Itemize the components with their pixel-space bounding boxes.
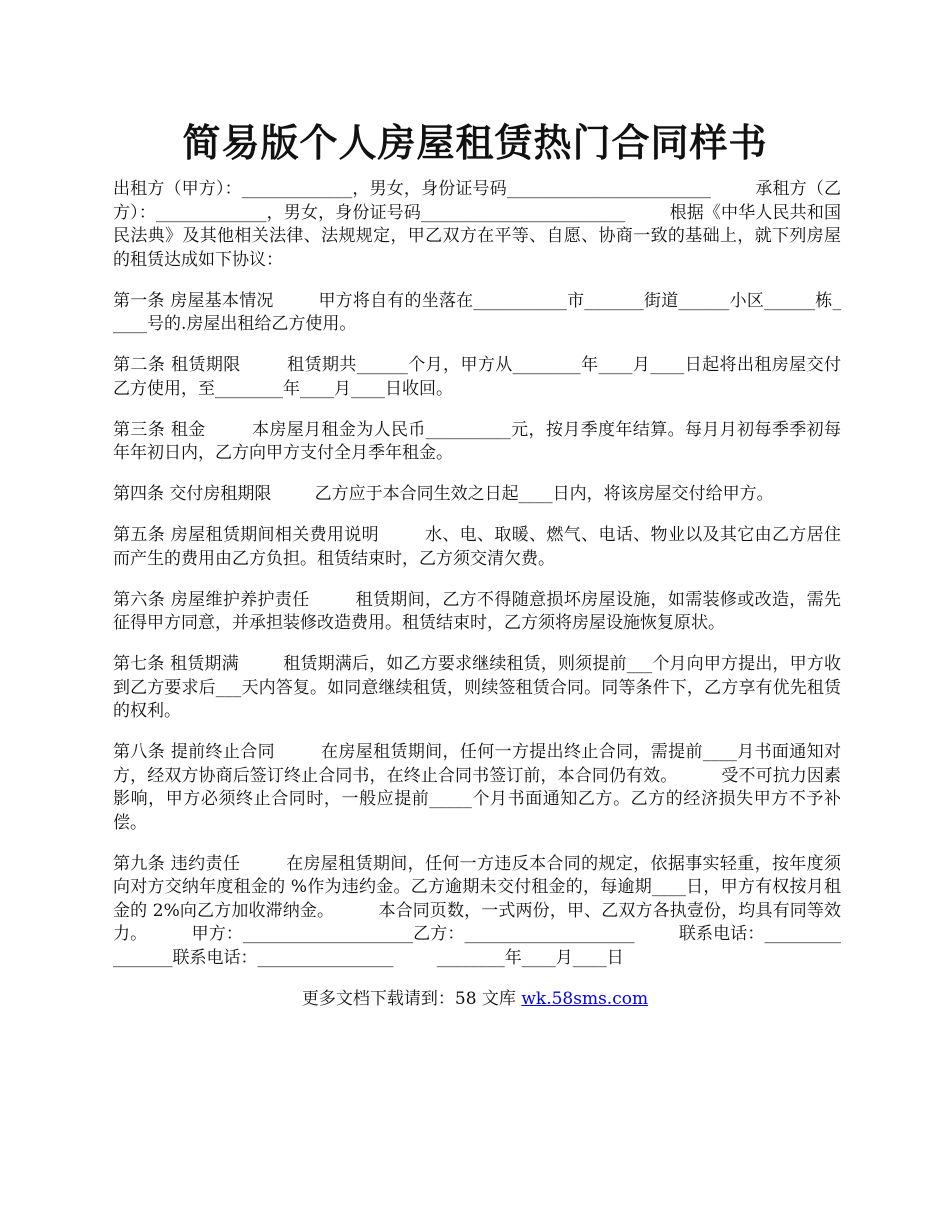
footer-link[interactable]: wk.58sms.com — [521, 989, 649, 1009]
paragraph-article-6: 第六条 房屋维护养护责任 租赁期间，乙方不得随意损坏房屋设施，如需装修或改造，需先征得甲方同意，并承担装修改造费用。租赁结束时，乙方须将房屋设施恢复原状。 — [113, 589, 841, 633]
paragraph-article-5: 第五条 房屋租赁期间相关费用说明 水、电、取暖、燃气、电话、物业以及其它由乙方居住而产生的费用由乙方负担。租赁结束时，乙方须交清欠费。 — [113, 525, 841, 569]
paragraph-article-3: 第三条 租金 本房屋月租金为人民币__________元，按月季度年结算。每月月初每季季初每年年初日内，乙方向甲方支付全月季年租金。 — [113, 419, 841, 463]
footer — [0, 988, 950, 1011]
footer-text: 更多文档下载请到：58 文库 — [301, 989, 522, 1009]
paragraph-article-4: 第四条 交付房租期限 乙方应于本合同生效之日起____日内，将该房屋交付给甲方。 — [113, 484, 774, 504]
paragraph-parties: 出租方（甲方）：_____________，男女，身份证号码________________________ 承租方（乙方）：_____________，男女，身份证号码________________________ 根据《中华人民共和国民法典》及其他相关法律、法规规定，甲乙双方在平等、自愿、协商一致的基础上，就下列房屋的租赁达成如下协议： — [113, 179, 841, 270]
paragraph-article-1: 第一条 房屋基本情况 甲方将自有的坐落在___________市_______街道______小区______栋_____号的.房屋出租给乙方使用。 — [113, 290, 841, 334]
contract-body — [113, 178, 841, 988]
paragraph-article-2: 第二条 租赁期限 租赁期共______个月，甲方从________年____月____日起将出租房屋交付乙方使用，至________年____月____日收回。 — [113, 355, 841, 399]
paragraph-article-8: 第八条 提前终止合同 在房屋租赁期间，任何一方提出终止合同，需提前____月书面通知对方，经双方协商后签订终止合同书，在终止合同书签订前，本合同仍有效。 受不可抗力因素影响，甲方必须终止合同时，一般应提前_____个月书面通知乙方。乙方的经济损失甲方不予补偿。 — [113, 742, 841, 833]
paragraph-article-7: 第七条 租赁期满 租赁期满后，如乙方要求继续租赁，则须提前___个月向甲方提出，甲方收到乙方要求后___天内答复。如同意继续租赁，则续签租赁合同。同等条件下，乙方享有优先租赁的权利。 — [113, 654, 841, 721]
document-title: 简易版个人房屋租赁热门合同样书 — [182, 120, 768, 165]
paragraph-article-9: 第九条 违约责任 在房屋租赁期间，任何一方违反本合同的规定，依据事实轻重，按年度须向对方交纳年度租金的 %作为违约金。乙方逾期未交付租金的，每逾期____日，甲方有权按月租金的 2%向乙方加收滞纳金。 本合同页数，一式两份，甲、乙双方各执壹份，均具有同等效力。 甲方：____________________乙方：____________________ 联系电话：________________联系电话：________________ ________年____月____日 — [113, 853, 841, 968]
